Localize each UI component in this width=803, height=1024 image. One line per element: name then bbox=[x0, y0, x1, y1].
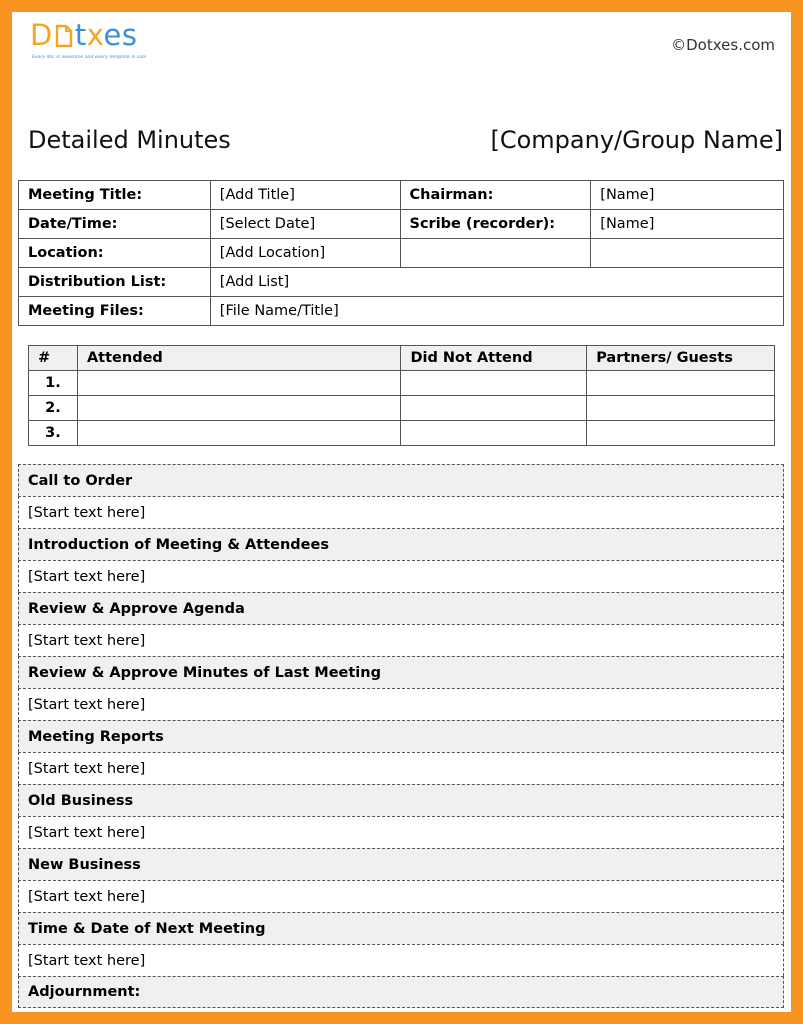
empty-cell[interactable] bbox=[591, 239, 784, 268]
logo-letter-t: t bbox=[74, 18, 87, 52]
row-number: 1. bbox=[29, 371, 78, 396]
logo-letters-es: es bbox=[103, 18, 138, 52]
partners-guests-cell[interactable] bbox=[587, 371, 775, 396]
section-text-field[interactable]: [Start text here] bbox=[18, 944, 784, 976]
did-not-attend-cell[interactable] bbox=[401, 421, 587, 446]
attended-cell[interactable] bbox=[77, 396, 400, 421]
section-text-field[interactable]: [Start text here] bbox=[18, 816, 784, 848]
did-not-attend-cell[interactable] bbox=[401, 396, 587, 421]
section-text-field[interactable]: [Start text here] bbox=[18, 880, 784, 912]
meeting-files-label: Meeting Files: bbox=[19, 297, 211, 326]
table-row bbox=[19, 239, 784, 268]
scribe-label: Scribe (recorder): bbox=[400, 210, 591, 239]
datetime-label: Date/Time: bbox=[19, 210, 211, 239]
section-text-field[interactable]: [Start text here] bbox=[18, 688, 784, 720]
document-page bbox=[12, 12, 791, 1012]
section-heading-old-business: Old Business bbox=[18, 784, 784, 816]
section-heading-next-meeting: Time & Date of Next Meeting bbox=[18, 912, 784, 944]
section-text-field[interactable]: [Start text here] bbox=[18, 624, 784, 656]
section-text-field[interactable]: [Start text here] bbox=[18, 496, 784, 528]
table-row bbox=[19, 268, 784, 297]
header-number: # bbox=[29, 346, 78, 371]
distribution-label: Distribution List: bbox=[19, 268, 211, 297]
section-text-field[interactable]: [Start text here] bbox=[18, 560, 784, 592]
agenda-sections bbox=[18, 464, 784, 1008]
scribe-field[interactable]: [Name] bbox=[591, 210, 784, 239]
table-header-row bbox=[29, 346, 775, 371]
chairman-field[interactable]: [Name] bbox=[591, 181, 784, 210]
meeting-title-field[interactable]: [Add Title] bbox=[210, 181, 400, 210]
logo-letter-x: x bbox=[86, 18, 104, 52]
partners-guests-cell[interactable] bbox=[587, 421, 775, 446]
header-did-not-attend: Did Not Attend bbox=[401, 346, 587, 371]
company-name-field[interactable]: [Company/Group Name] bbox=[490, 126, 783, 154]
dotxes-logo bbox=[30, 18, 170, 66]
table-row bbox=[29, 371, 775, 396]
table-row bbox=[19, 210, 784, 239]
section-heading-adjournment: Adjournment: bbox=[18, 976, 784, 1008]
page-title[interactable]: Detailed Minutes bbox=[28, 126, 231, 154]
section-heading-new-business: New Business bbox=[18, 848, 784, 880]
table-row bbox=[29, 396, 775, 421]
row-number: 3. bbox=[29, 421, 78, 446]
empty-cell[interactable] bbox=[400, 239, 591, 268]
section-heading-introduction: Introduction of Meeting & Attendees bbox=[18, 528, 784, 560]
partners-guests-cell[interactable] bbox=[587, 396, 775, 421]
copyright-text: ©Dotxes.com bbox=[671, 36, 775, 54]
logo-tagline: Every doc is awesome and every template is cool bbox=[32, 55, 147, 60]
section-heading-meeting-reports: Meeting Reports bbox=[18, 720, 784, 752]
location-field[interactable]: [Add Location] bbox=[210, 239, 400, 268]
header-partners-guests: Partners/ Guests bbox=[587, 346, 775, 371]
datetime-field[interactable]: [Select Date] bbox=[210, 210, 400, 239]
chairman-label: Chairman: bbox=[400, 181, 591, 210]
section-text-field[interactable]: [Start text here] bbox=[18, 752, 784, 784]
meeting-files-field[interactable]: [File Name/Title] bbox=[210, 297, 783, 326]
section-heading-review-agenda: Review & Approve Agenda bbox=[18, 592, 784, 624]
table-row bbox=[19, 297, 784, 326]
section-heading-review-minutes: Review & Approve Minutes of Last Meeting bbox=[18, 656, 784, 688]
table-row bbox=[29, 421, 775, 446]
table-row bbox=[19, 181, 784, 210]
header-attended: Attended bbox=[77, 346, 400, 371]
meeting-info-table bbox=[18, 180, 784, 326]
distribution-field[interactable]: [Add List] bbox=[210, 268, 783, 297]
document-icon bbox=[54, 24, 74, 48]
attendance-table bbox=[28, 345, 775, 446]
attended-cell[interactable] bbox=[77, 371, 400, 396]
location-label: Location: bbox=[19, 239, 211, 268]
meeting-title-label: Meeting Title: bbox=[19, 181, 211, 210]
section-heading-call-to-order: Call to Order bbox=[18, 464, 784, 496]
attended-cell[interactable] bbox=[77, 421, 400, 446]
logo-letter-d: D bbox=[30, 18, 53, 52]
row-number: 2. bbox=[29, 396, 78, 421]
logo-wordmark bbox=[30, 18, 170, 52]
did-not-attend-cell[interactable] bbox=[401, 371, 587, 396]
